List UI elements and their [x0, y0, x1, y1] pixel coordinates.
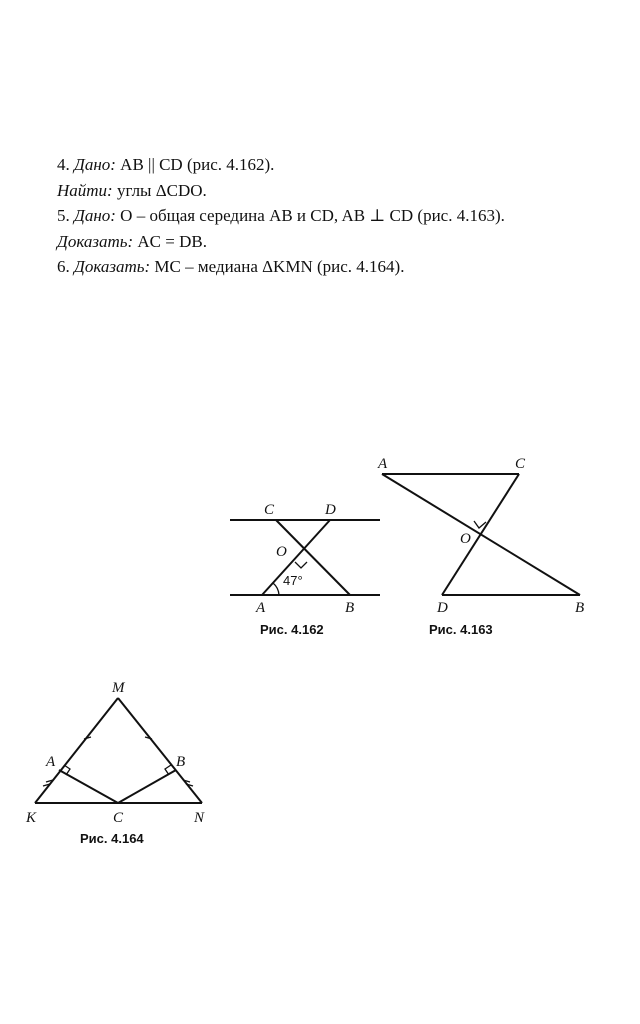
problem-number: 5. — [57, 206, 70, 225]
problem-label: Дано: — [74, 155, 116, 174]
problem-number: 4. — [57, 155, 70, 174]
figure-4-163 — [377, 456, 584, 637]
problem-text: O – общая середина AB и CD, AB ⊥ CD (рис. 4.163). — [115, 206, 505, 225]
segment-cd — [442, 474, 519, 595]
label-m: M — [112, 680, 125, 696]
label-o: O — [460, 531, 471, 547]
problem-label: Доказать: — [74, 257, 151, 276]
caption: Рис. 4.164 — [80, 831, 144, 846]
label-a: A — [46, 754, 56, 770]
segment-ac — [59, 770, 118, 803]
problem-text: AB || CD (рис. 4.162). — [115, 155, 275, 174]
side-mn — [118, 698, 202, 803]
label-a: A — [378, 456, 388, 472]
label-a: A — [256, 600, 266, 616]
problem-number: 6. — [57, 257, 70, 276]
problem-text: углы ΔCDO. — [112, 180, 207, 200]
label-b: B — [176, 754, 186, 770]
segment-bc — [118, 770, 176, 803]
label-d: D — [325, 502, 336, 518]
label-b: B — [345, 600, 355, 616]
right-angle-mark — [295, 562, 307, 568]
figure-4-164 — [25, 680, 205, 846]
problem-label: Доказать: — [57, 231, 134, 251]
angle-label: 47° — [283, 573, 303, 588]
label-k: K — [26, 810, 37, 826]
label-n: N — [194, 810, 205, 826]
label-c: C — [515, 456, 526, 472]
problem-label: Найти: — [57, 180, 113, 200]
label-c: C — [264, 502, 275, 518]
label-c: C — [113, 810, 124, 826]
side-km — [35, 698, 118, 803]
caption: Рис. 4.162 — [260, 622, 324, 637]
label-d: D — [437, 600, 448, 616]
problem-text: MC – медиана ΔKMN (рис. 4.164). — [150, 257, 405, 276]
label-o: O — [276, 544, 287, 560]
figure-4-162 — [230, 502, 380, 637]
problem-text: AC = DB. — [133, 231, 207, 251]
caption: Рис. 4.163 — [429, 622, 493, 637]
problem-label: Дано: — [74, 206, 116, 225]
angle-arc — [273, 583, 279, 595]
label-b: B — [575, 600, 585, 616]
